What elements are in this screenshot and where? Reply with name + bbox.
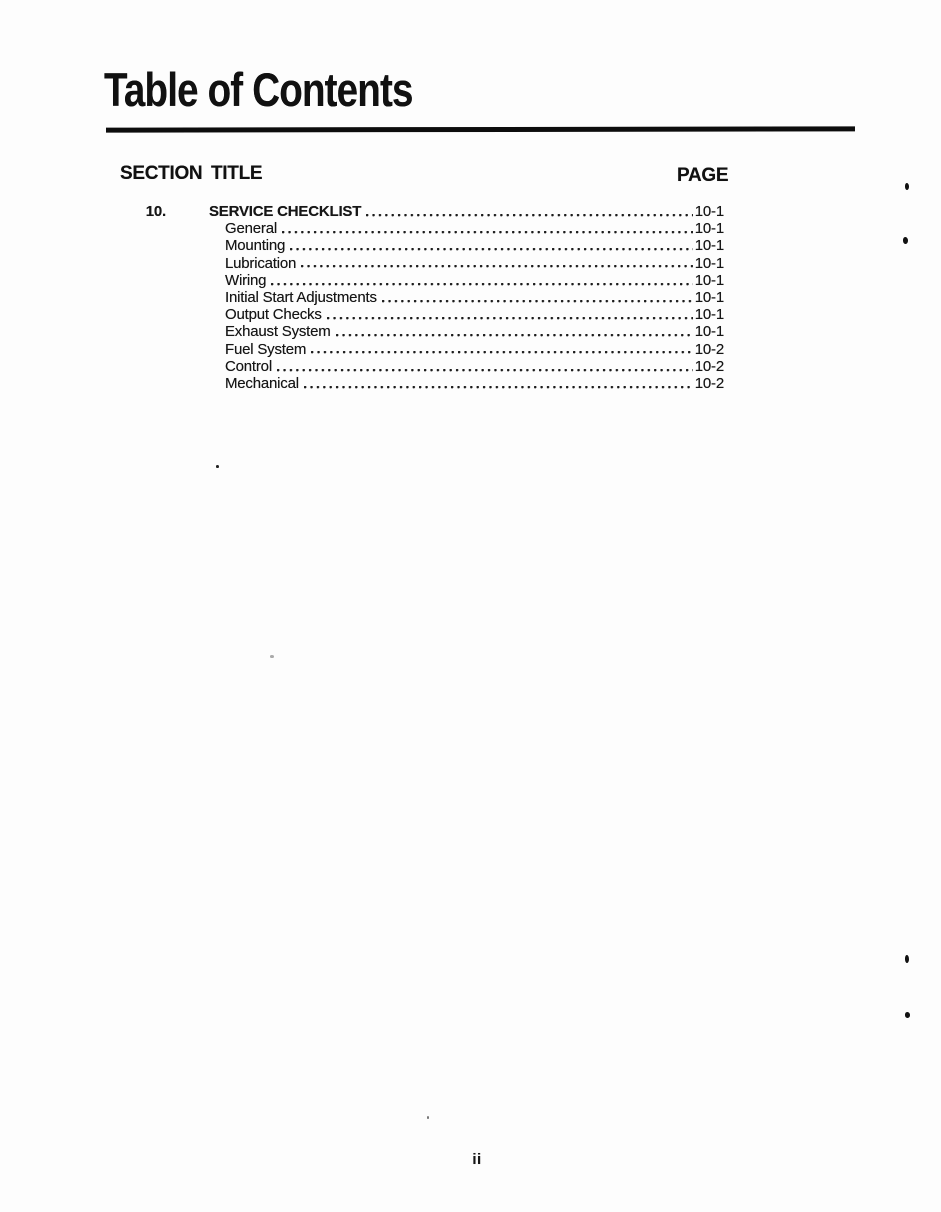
toc-entry xyxy=(105,306,724,323)
scan-speck xyxy=(905,1012,910,1018)
toc-dot-leader xyxy=(290,237,693,254)
toc-dot-leader xyxy=(301,255,693,272)
toc-entry-page: 10-1 xyxy=(694,306,724,324)
toc-entry-title: Exhaust System xyxy=(225,323,331,341)
toc-entry xyxy=(105,203,724,220)
toc-entry-page: 10-1 xyxy=(694,220,724,238)
toc-entry-page: 10-1 xyxy=(694,254,724,272)
toc-dot-leader xyxy=(277,358,693,375)
toc-list xyxy=(105,203,724,392)
scan-speck xyxy=(905,183,909,190)
toc-entry-page: 10-1 xyxy=(694,271,724,289)
toc-entry-title: Mounting xyxy=(225,237,286,255)
toc-entry-title: General xyxy=(225,220,277,238)
toc-entry-title: Lubrication xyxy=(225,254,297,272)
toc-entry-page: 10-1 xyxy=(694,237,724,255)
toc-entry xyxy=(105,289,724,306)
toc-entry xyxy=(105,341,724,358)
toc-entry-title: Control xyxy=(225,357,272,375)
scan-speck xyxy=(903,237,908,244)
toc-dot-leader xyxy=(382,289,693,306)
toc-entry-page: 10-1 xyxy=(694,289,724,307)
toc-entry-title: Wiring xyxy=(225,271,267,289)
toc-entry xyxy=(105,375,724,392)
toc-dot-leader xyxy=(327,306,693,323)
scan-speck xyxy=(905,955,909,963)
toc-entry xyxy=(105,358,724,375)
toc-entry-title: Output Checks xyxy=(225,306,322,324)
toc-entry xyxy=(105,255,724,272)
toc-entry xyxy=(105,220,724,237)
toc-entry xyxy=(105,272,724,289)
toc-entry-title: SERVICE CHECKLIST xyxy=(209,203,362,220)
scan-speck xyxy=(216,465,219,468)
title-rule xyxy=(106,126,855,132)
toc-entry xyxy=(105,237,724,254)
toc-entry xyxy=(105,323,724,340)
toc-dot-leader xyxy=(282,220,693,237)
toc-entry-section: 10. xyxy=(145,203,166,220)
page-number: ii xyxy=(472,1151,482,1168)
toc-entry-title: Fuel System xyxy=(225,340,307,358)
toc-header-title: TITLE xyxy=(211,163,263,184)
toc-dot-leader xyxy=(336,323,693,340)
toc-entry-title: Mechanical xyxy=(225,375,299,393)
toc-entry-page: 10-2 xyxy=(694,375,724,393)
toc-header-page: PAGE xyxy=(677,165,729,186)
toc-entry-page: 10-1 xyxy=(694,203,724,220)
scan-speck xyxy=(427,1116,429,1119)
toc-header-section: SECTION xyxy=(120,163,203,184)
toc-dot-leader xyxy=(271,272,692,289)
toc-entry-page: 10-2 xyxy=(694,340,724,358)
toc-dot-leader xyxy=(311,341,693,358)
scan-speck xyxy=(270,655,274,658)
toc-dot-leader xyxy=(366,203,693,220)
toc-entry-page: 10-2 xyxy=(694,357,724,375)
toc-entry-page: 10-1 xyxy=(694,323,724,341)
toc-dot-leader xyxy=(304,375,693,392)
toc-entry-title: Initial Start Adjustments xyxy=(225,289,377,307)
page-title: Table of Contents xyxy=(104,63,413,116)
